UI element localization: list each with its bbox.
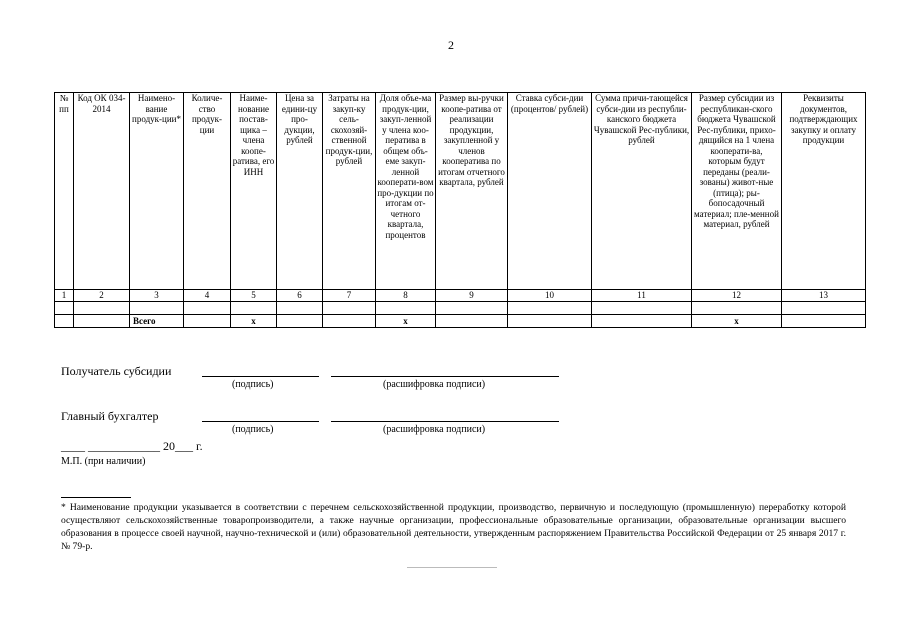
- table-cell: [74, 302, 130, 315]
- column-number: 9: [436, 290, 508, 302]
- accountant-decode-line: [331, 421, 559, 422]
- header-cell-subsidy-amount: Сумма причи-тающейся субси-дии из республи-канского бюджета Чувашской Рес-публики, рублей: [592, 93, 692, 290]
- column-number: 1: [55, 290, 74, 302]
- table-cell: [184, 302, 231, 315]
- table-cell: [277, 302, 323, 315]
- total-cell: [436, 315, 508, 328]
- total-cell: [277, 315, 323, 328]
- column-number: 7: [323, 290, 376, 302]
- recipient-signature-line: [202, 376, 319, 377]
- header-cell-subsidy-rate: Ставка субси-дии (процентов/ рублей): [508, 93, 592, 290]
- table-cell: [130, 302, 184, 315]
- total-mark: x: [692, 315, 782, 328]
- total-mark: x: [231, 315, 277, 328]
- table-cell: [508, 302, 592, 315]
- table-cell: [376, 302, 436, 315]
- header-cell-revenue: Размер вы-ручки коопе-ратива от реализации продукции, закупленной у членов кооператива по итогам отчетного квартала, рублей: [436, 93, 508, 290]
- table-cell: [436, 302, 508, 315]
- total-cell: [782, 315, 866, 328]
- header-cell-quantity: Количе-ство продук-ции: [184, 93, 231, 290]
- total-cell: [74, 315, 130, 328]
- header-cell-documents: Реквизиты документов, подтверждающих закупку и оплату продукции: [782, 93, 866, 290]
- accountant-sign-hint: (подпись): [232, 424, 274, 435]
- column-number: 11: [592, 290, 692, 302]
- header-cell-product-name: Наимено-вание продук-ции*: [130, 93, 184, 290]
- table-cell: [323, 302, 376, 315]
- recipient-decode-hint: (расшифровка подписи): [383, 379, 486, 390]
- header-cell-unit-price: Цена за едини-цу про-дукции, рублей: [277, 93, 323, 290]
- column-number: 5: [231, 290, 277, 302]
- empty-data-row: [55, 302, 866, 315]
- column-number: 8: [376, 290, 436, 302]
- header-cell-share: Доля объе-ма продук-ции, закуп-ленной у члена коо-ператива в общем объ-еме закуп-ленной кооперати-вом про-дукции по итогам от-четного квартала, процентов: [376, 93, 436, 290]
- total-label: Всего: [130, 315, 184, 328]
- header-cell-supplier: Наиме-нование постав-щика – члена коопе-ратива, его ИНН: [231, 93, 277, 290]
- stamp-note: М.П. (при наличии): [61, 456, 146, 467]
- footnote: * Наименование продукции указывается в соответствии с перечнем сельскохозяйственной продукции, производство, первичную и последующую (промышленную) переработку которой осуществляют сельскохозяйственные товаропроизводители, а также научные организации, профессиональные образовательные организации, образовательные организации высшего образования в процессе своей научной, научно-технической и (или) образовательной деятельности, утвержденным распоряжением Правительства Российской Федерации от 25 января 2017 г. № 79-р.: [61, 502, 846, 552]
- total-cell: [323, 315, 376, 328]
- table-cell: [592, 302, 692, 315]
- accountant-signature-line: [202, 421, 319, 422]
- page-end-divider: [407, 567, 497, 568]
- column-number: 13: [782, 290, 866, 302]
- recipient-label: Получатель субсидии: [61, 364, 172, 378]
- date-line: ____ ____________ 20___ г.: [61, 439, 203, 453]
- total-cell: [55, 315, 74, 328]
- total-cell: [592, 315, 692, 328]
- column-number: 10: [508, 290, 592, 302]
- table-cell: [692, 302, 782, 315]
- table-cell: [55, 302, 74, 315]
- page-number: 2: [448, 38, 454, 52]
- column-number-row: [55, 290, 866, 302]
- recipient-decode-line: [331, 376, 559, 377]
- total-cell: [508, 315, 592, 328]
- column-number: 6: [277, 290, 323, 302]
- table-cell: [231, 302, 277, 315]
- header-cell-subsidy-per-member: Размер субсидии из республикан-ского бюджета Чувашской Рес-публики, прихо-дящийся на 1 члена кооперати-ва, которым будут переданы (реали-зованы) живот-ные (птица); ры-бопосадочный материал; пле-менной материал, рублей: [692, 93, 782, 290]
- accountant-label: Главный бухгалтер: [61, 409, 159, 423]
- header-cell-purchase-cost: Затраты на закуп-ку сель-скохозяй-ственной продук-ции, рублей: [323, 93, 376, 290]
- total-cell: [184, 315, 231, 328]
- column-number: 12: [692, 290, 782, 302]
- accountant-decode-hint: (расшифровка подписи): [383, 424, 486, 435]
- header-cell-code: Код ОК 034-2014: [74, 93, 130, 290]
- total-row: [55, 315, 866, 328]
- subsidy-report-table: [54, 92, 866, 328]
- header-row: [55, 93, 866, 290]
- footnote-divider: [61, 497, 131, 498]
- recipient-sign-hint: (подпись): [232, 379, 274, 390]
- total-mark: x: [376, 315, 436, 328]
- table-cell: [782, 302, 866, 315]
- column-number: 4: [184, 290, 231, 302]
- column-number: 2: [74, 290, 130, 302]
- header-cell-number: № пп: [55, 93, 74, 290]
- column-number: 3: [130, 290, 184, 302]
